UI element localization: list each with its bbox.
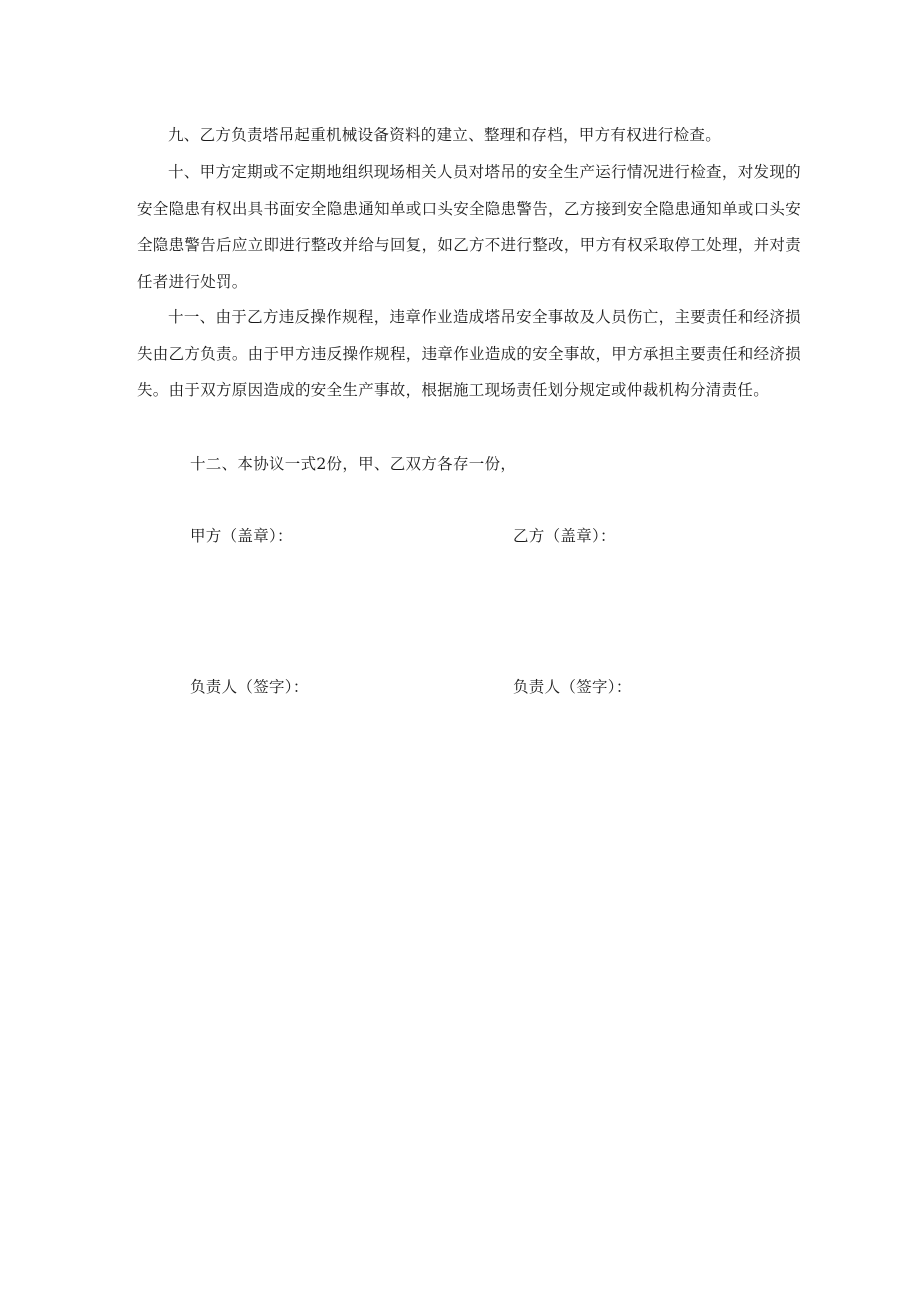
clause-10: 十、甲方定期或不定期地组织现场相关人员对塔吊的安全生产运行情况进行检查，对发现的安全隐患有权出具书面安全隐患通知单或口头安全隐患警告，乙方接到安全隐患通知单或口头安全隐患警告后应立即进行整改并给与回复，如乙方不进行整改，甲方有权采取停工处理，并对责任者进行处罚。 [137,163,801,291]
party-b-seal-label: 乙方（盖章）： [513,527,616,545]
party-b-signature-label: 负责人（签字）： [513,678,632,696]
party-a-signature-label: 负责人（签字）： [190,678,309,696]
party-a-seal-label: 甲方（盖章）： [190,527,293,545]
clause-9: 九、乙方负责塔吊起重机械设备资料的建立、整理和存档，甲方有权进行检查。 [168,126,722,144]
clause-11: 十一、由于乙方违反操作规程，违章作业造成塔吊安全事故及人员伤亡，主要责任和经济损失由乙方负责。由于甲方违反操作规程，违章作业造成的安全事故，甲方承担主要责任和经济损失。由于双方原因造成的安全生产事故，根据施工现场责任划分规定或仲裁机构分清责任。 [137,308,801,399]
clause-12: 十二、本协议一式2份，甲、乙双方各存一份， [190,455,517,473]
